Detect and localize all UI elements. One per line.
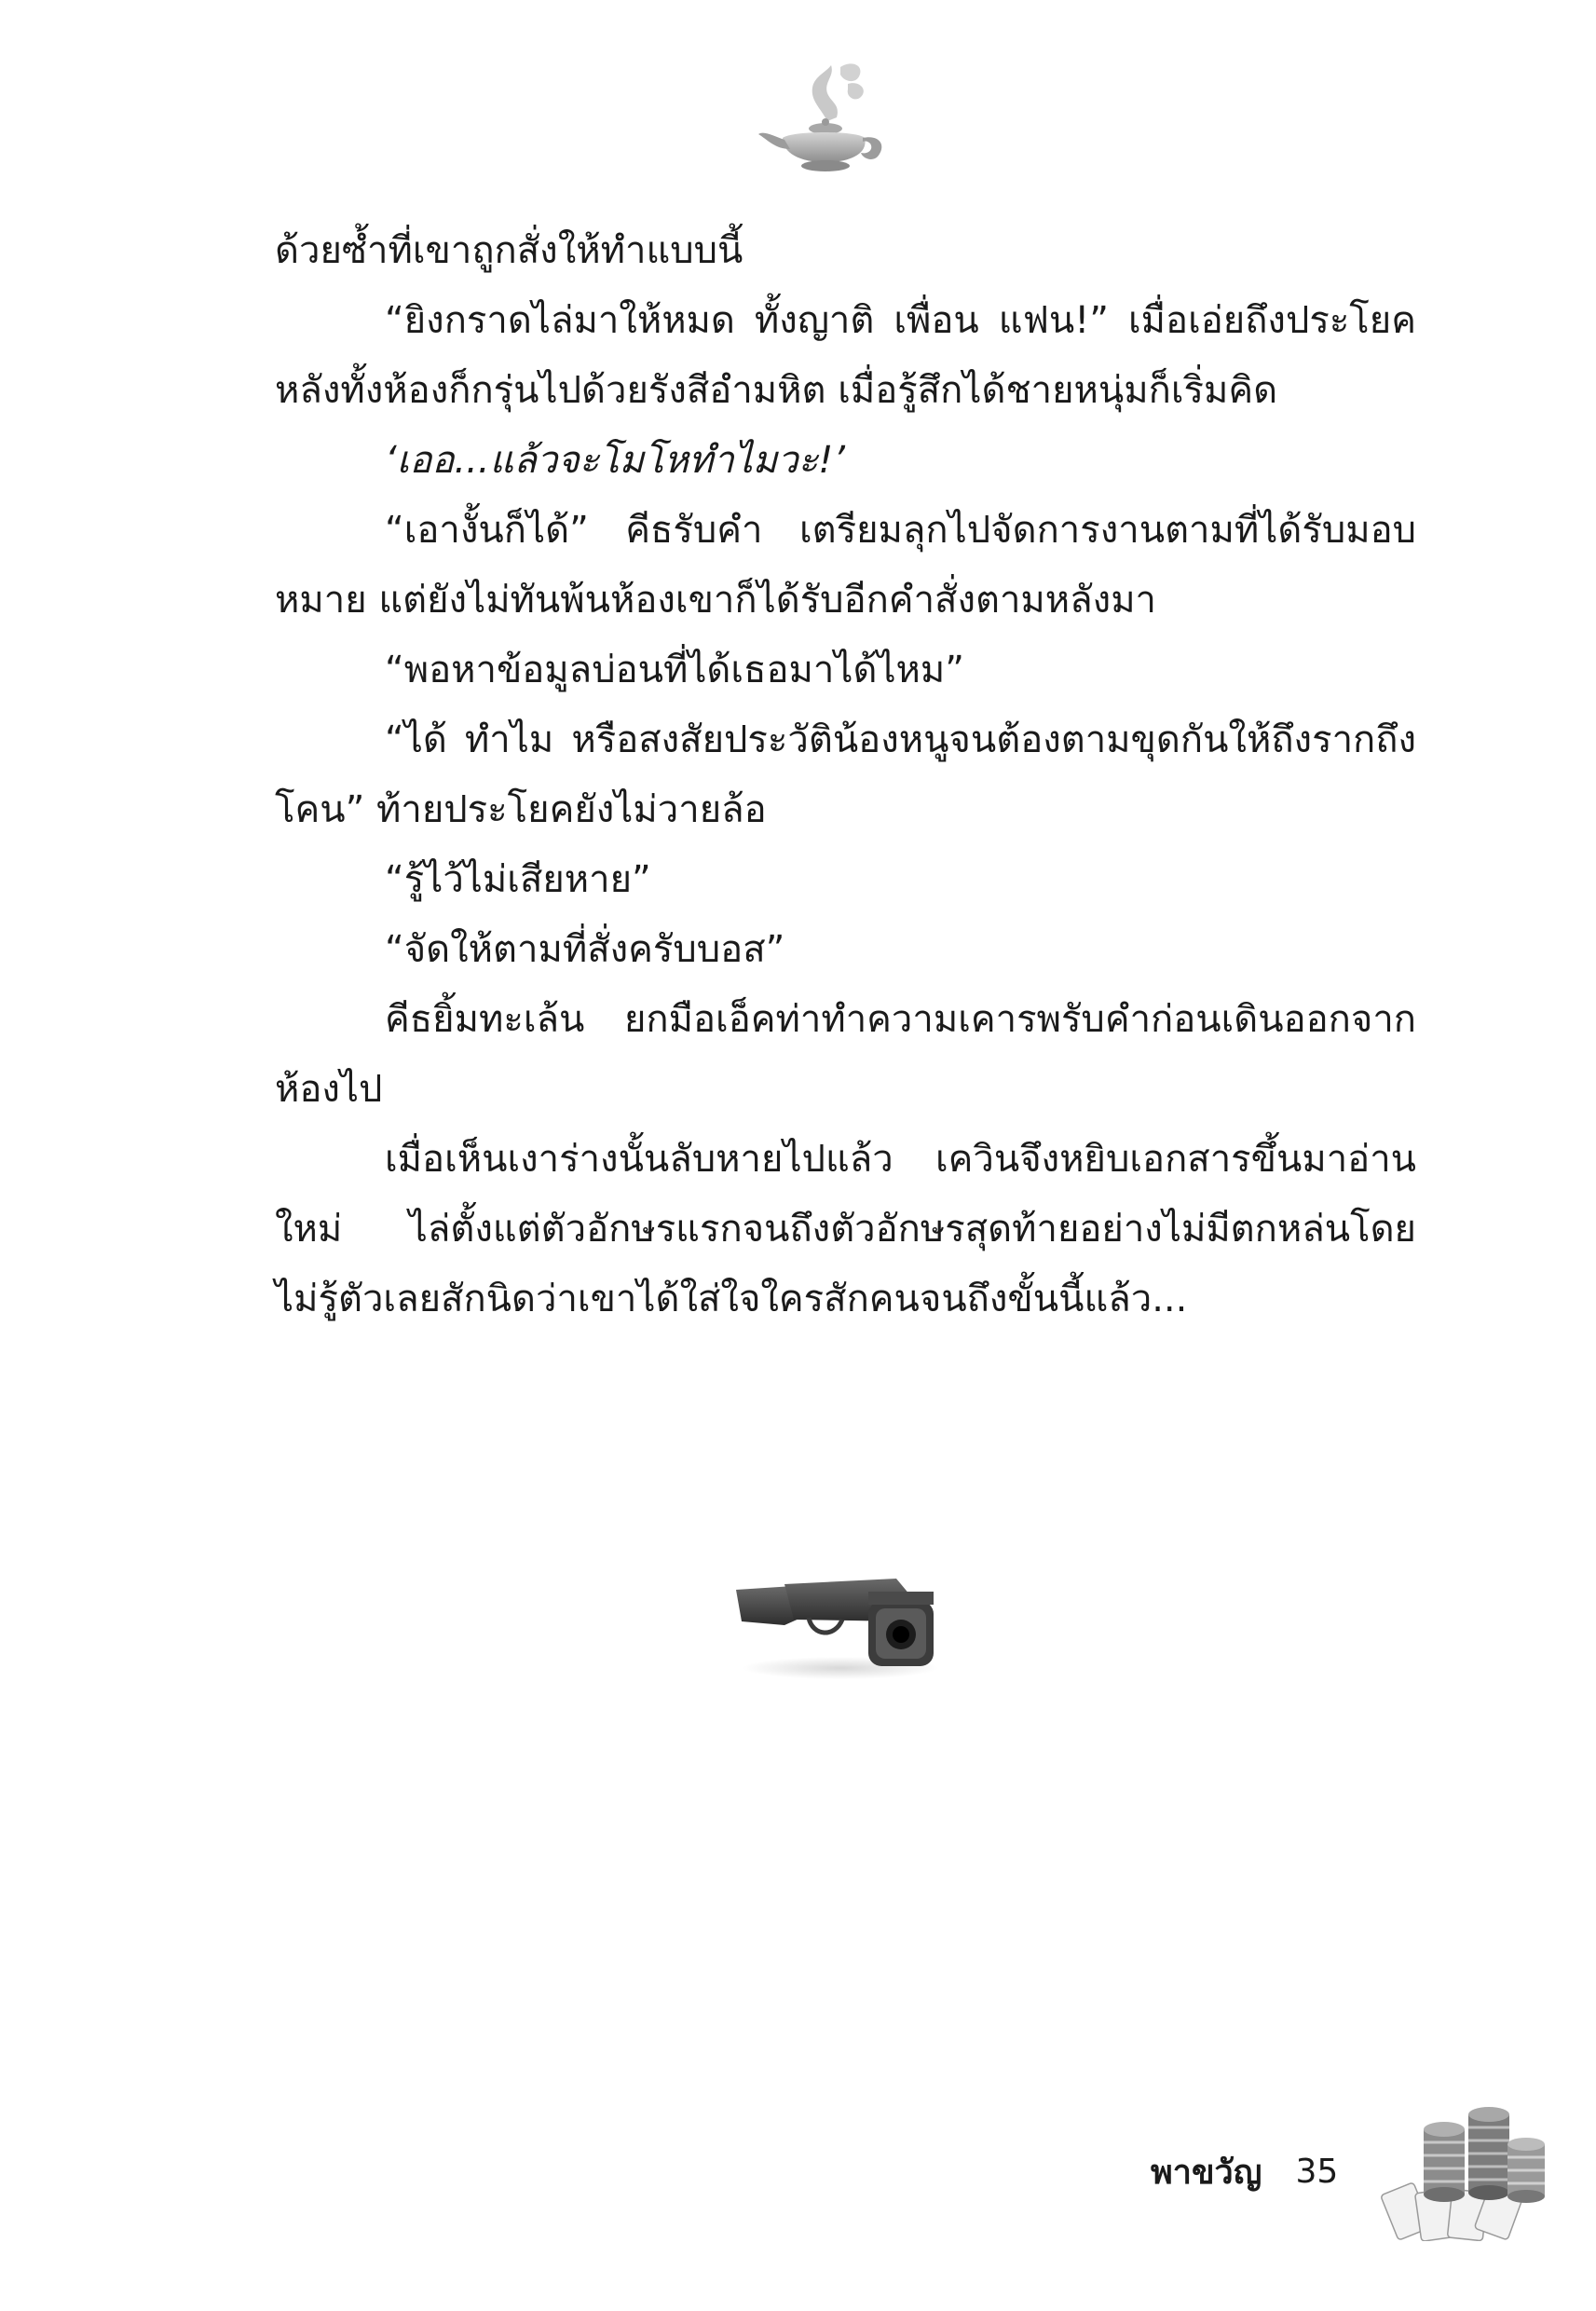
paragraph-10: เมื่อเห็นเงาร่างนั้นลับหายไปแล้ว เควินจึงหยิบเอกสารขึ้นมาอ่านใหม่ ไล่ตั้งแต่ตัวอักษรแรกจนถึงตัวอักษรสุดท้ายอย่างไม่มีตกหล่นโดยไม่รู้ตัวเลยสักนิดว่าเขาได้ใส่ใจใครสักคนจนถึงขั้นนี้แล้ว... <box>275 1138 1416 1320</box>
pistol-icon <box>729 1564 952 1685</box>
paragraph-4: “เอางั้นก็ได้” คีธรับคำ เตรียมลุกไปจัดการงานตามที่ได้รับมอบหมาย แต่ยังไม่ทันพ้นห้องเขาก็ได้รับอีกคำสั่งตามหลังมา <box>275 509 1416 622</box>
page-footer <box>1151 2143 1338 2199</box>
paragraph-8: “จัดให้ตามที่สั่งครับบอส” <box>385 928 785 971</box>
paragraph-1: ด้วยซ้ำที่เขาถูกสั่งให้ทำแบบนี้ <box>275 229 743 272</box>
body-text <box>275 216 1416 1334</box>
page-number: 35 <box>1295 2152 1339 2191</box>
paragraph-3-thought: ‘เออ...แล้วจะโมโหทำไมวะ!’ <box>385 439 845 482</box>
paragraph-5: “พอหาข้อมูลบ่อนที่ได้เธอมาได้ไหม” <box>385 649 965 691</box>
paragraph-9: คีธยิ้มทะเล้น ยกมือเอ็คท่าทำความเคารพรับคำก่อนเดินออกจากห้องไป <box>275 998 1416 1111</box>
paragraph-6: “ได้ ทำไม หรือสงสัยประวัติน้องหนูจนต้องตามขุดกันให้ถึงรากถึงโคน” ท้ายประโยคยังไม่วายล้อ <box>275 718 1416 831</box>
paragraph-7: “รู้ไว้ไม่เสียหาย” <box>385 858 651 901</box>
genie-lamp-icon <box>755 56 894 177</box>
book-title: พาขวัญ <box>1151 2153 1262 2192</box>
paragraph-2: “ยิงกราดไล่มาให้หมด ทั้งญาติ เพื่อน แฟน!” เมื่อเอ่ยถึงประโยคหลังทั้งห้องก็กรุ่นไปด้วยรังสีอำมหิต เมื่อรู้สึกได้ชายหนุ่มก็เริ่มคิด <box>275 299 1416 412</box>
casino-chips-icon <box>1379 2101 1556 2241</box>
